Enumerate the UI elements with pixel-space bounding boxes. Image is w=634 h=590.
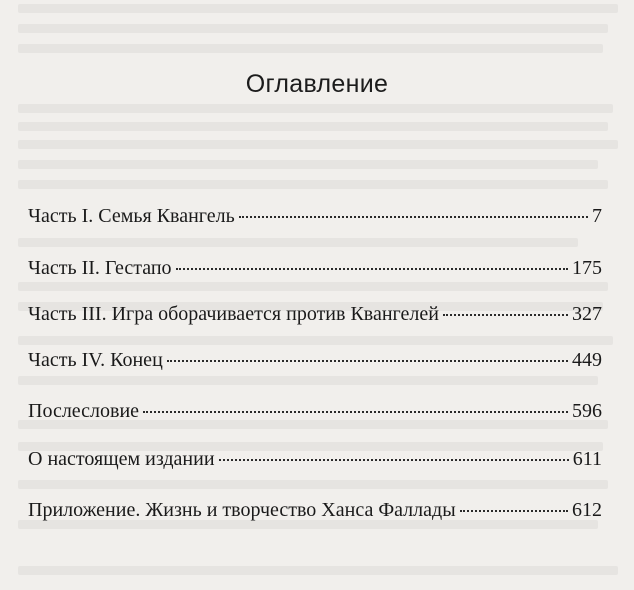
toc-entry-page: 612 — [572, 499, 602, 521]
toc-entry-about-edition — [28, 446, 602, 472]
toc-entry-page: 611 — [572, 448, 602, 470]
toc-entry-part-3 — [28, 301, 602, 327]
dot-leader — [219, 458, 569, 461]
toc-entry-appendix — [28, 497, 602, 523]
toc-entry-page: 449 — [572, 349, 602, 371]
toc-entry-label: Часть I. Семья Квангель — [28, 205, 235, 227]
toc-entry-label: Часть IV. Конец — [28, 349, 163, 371]
toc-entry-label: О настоящем издании — [28, 448, 215, 470]
toc-entry-page: 7 — [592, 205, 602, 227]
toc-heading: Оглавление — [245, 70, 389, 98]
toc-entry-page: 596 — [572, 400, 602, 422]
toc-entry-page: 175 — [572, 257, 602, 279]
dot-leader — [176, 267, 568, 270]
toc-entry-label: Часть III. Игра оборачивается против Квангелей — [28, 303, 439, 325]
toc-entry-part-1 — [28, 203, 602, 229]
dot-leader — [167, 359, 568, 362]
toc-entry-label: Приложение. Жизнь и творчество Ханса Фаллады — [28, 499, 456, 521]
dot-leader — [239, 215, 588, 218]
toc-entry-afterword — [28, 398, 602, 424]
dot-leader — [443, 313, 568, 316]
toc-entry-label: Послесловие — [28, 400, 140, 422]
toc-entry-part-2 — [28, 255, 602, 281]
dot-leader — [460, 509, 568, 512]
dot-leader — [143, 410, 568, 413]
toc-entry-page: 327 — [572, 303, 602, 325]
toc-entry-part-4 — [28, 347, 602, 373]
toc-entry-label: Часть II. Гестапо — [28, 257, 172, 279]
